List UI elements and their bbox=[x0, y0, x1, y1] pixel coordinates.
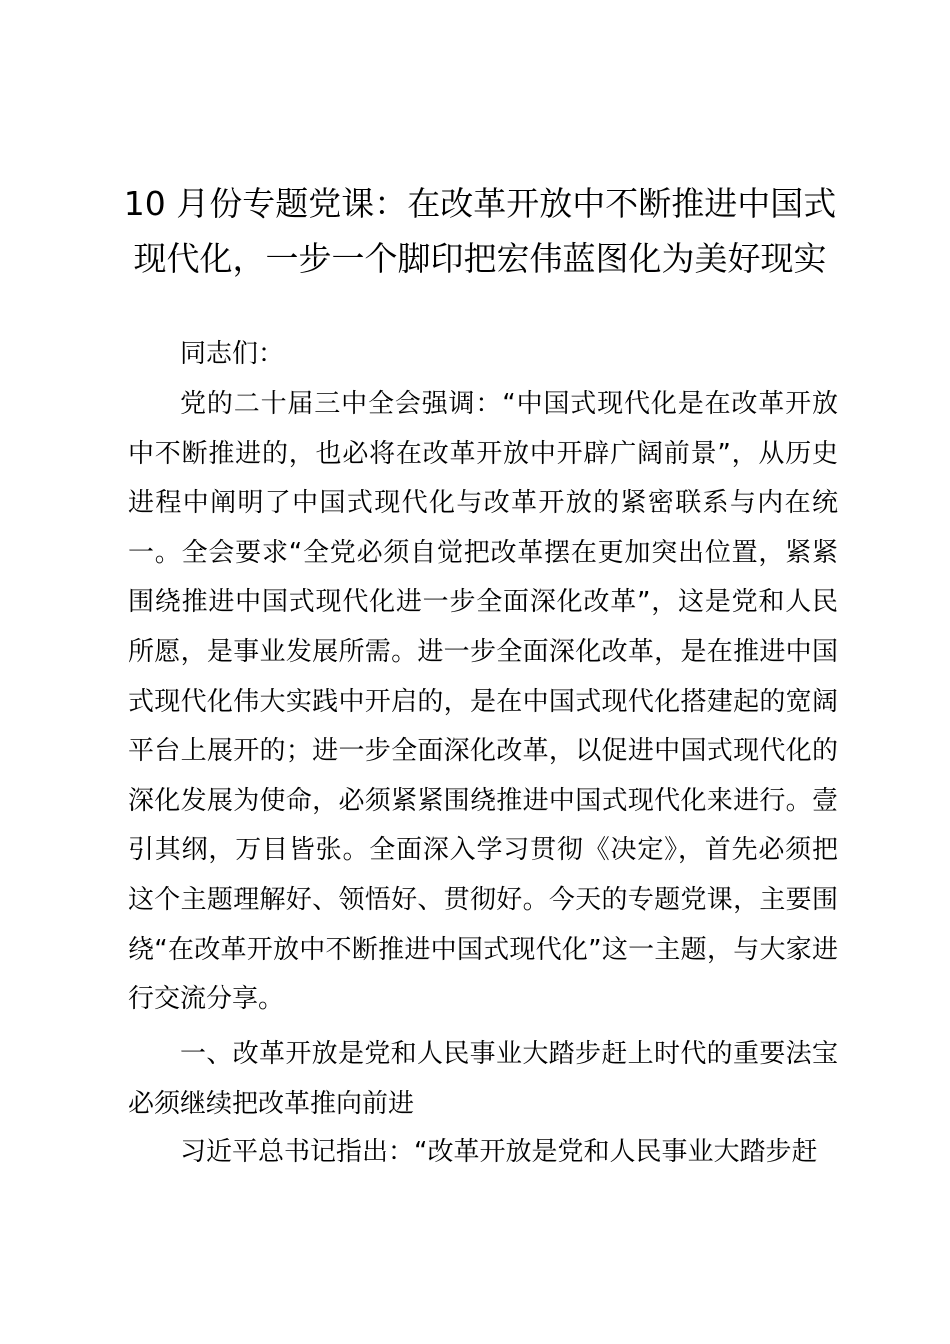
document-title: 10 月份专题党课：在改革开放中不断推进中国式现代化，一步一个脚印把宏伟蓝图化为美好现实 bbox=[123, 184, 837, 278]
section-heading-1: 一、改革开放是党和人民事业大踏步赶上时代的重要法宝必须继续把改革推向前进 bbox=[128, 1039, 838, 1119]
paragraph-intro: 党的二十届三中全会强调：“中国式现代化是在改革开放中不断推进的，也必将在改革开放中开辟广阔前景”，从历史进程中阐明了中国式现代化与改革开放的紧密联系与内在统一。全会要求“全党必须自觉把改革摆在更加突出位置，紧紧围绕推进中国式现代化进一步全面深化改革”，这是党和人民所愿，是事业发展所需。进一步全面深化改革，是在推进中国式现代化伟大实践中开启的，是在中国式现代化搭建起的宽阔平台上展开的；进一步全面深化改革，以促进中国式现代化的深化发展为使命，必须紧紧围绕推进中国式现代化来进行。壹引其纲，万目皆张。全面深入学习贯彻《决定》，首先必须把这个主题理解好、领悟好、贯彻好。今天的专题党课，主要围绕“在改革开放中不断推进中国式现代化”这一主题，与大家进行交流分享。 bbox=[128, 389, 838, 1015]
greeting: 同志们： bbox=[180, 339, 285, 369]
paragraph-section-1: 习近平总书记指出：“改革开放是党和人民事业大踏步赶 bbox=[180, 1137, 818, 1167]
